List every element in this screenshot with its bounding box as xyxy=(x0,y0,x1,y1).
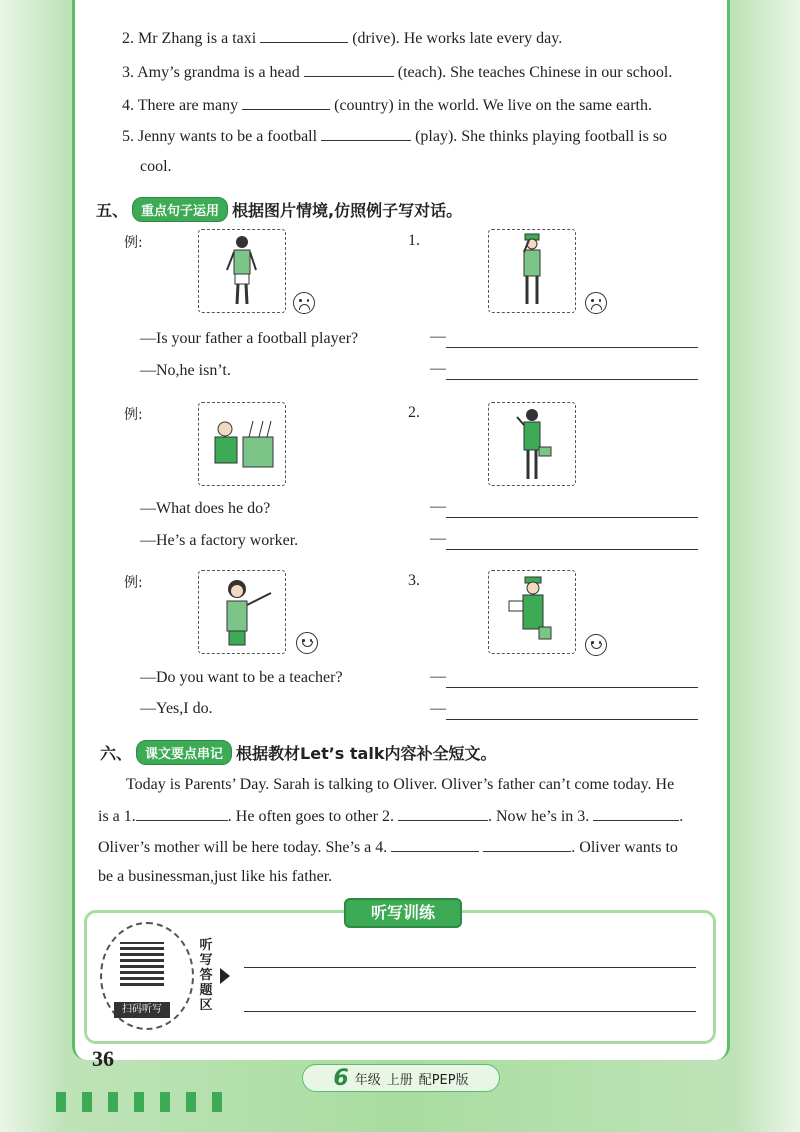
example-answer: —No,he isn’t. xyxy=(140,362,231,379)
answer-blank[interactable] xyxy=(593,806,679,821)
section-instruction: 根据图片情境,仿照例子写对话。 xyxy=(232,201,463,220)
answer-blank[interactable] xyxy=(483,837,571,852)
task-number: 3. xyxy=(408,572,420,589)
sad-face-icon xyxy=(293,292,315,314)
answer-line[interactable] xyxy=(446,548,698,550)
businessman-picture xyxy=(488,402,576,486)
passage-line-2: is a 1. . He often goes to other 2. . Now he’s in 3. . xyxy=(98,808,684,825)
section-number: 五、 xyxy=(96,201,129,220)
exercise-item-5-continued: cool. xyxy=(140,158,172,175)
happy-face-icon xyxy=(585,634,607,656)
sad-face-icon xyxy=(585,292,607,314)
football-player-picture xyxy=(198,229,286,313)
arrow-right-icon xyxy=(220,968,230,984)
grade-number: 6 xyxy=(333,1065,349,1091)
exercise-item-4: 4. There are many (country) in the world. We live on the same earth. xyxy=(122,97,652,114)
answer-blank[interactable] xyxy=(260,28,348,43)
police-officer-picture xyxy=(488,229,576,313)
qr-code-icon[interactable] xyxy=(120,942,164,986)
exercise-item-2: 2. Mr Zhang is a taxi (drive). He works late every day. xyxy=(122,30,563,47)
answer-blank[interactable] xyxy=(304,62,394,77)
section-number: 六、 xyxy=(100,744,133,763)
example-answer: —He’s a factory worker. xyxy=(140,532,299,549)
page-number: 36 xyxy=(92,1046,114,1071)
example-label: 例: xyxy=(124,235,143,251)
answer-line[interactable] xyxy=(446,378,698,380)
factory-worker-picture xyxy=(198,402,286,486)
teacher-picture xyxy=(198,570,286,654)
postman-picture xyxy=(488,570,576,654)
dictation-side-label: 听写答题区 xyxy=(199,938,213,1013)
dictation-line[interactable] xyxy=(244,966,696,968)
happy-face-icon xyxy=(296,632,318,654)
dictation-title: 听写训练 xyxy=(344,898,462,928)
section-5-header xyxy=(96,197,462,222)
exercise-item-5: 5. Jenny wants to be a football (play). She thinks playing football is so xyxy=(122,128,668,145)
edition-text: 配PEP版 xyxy=(418,1072,469,1088)
section-tag: 课文要点串记 xyxy=(136,740,232,765)
task-number: 2. xyxy=(408,404,420,421)
section-instruction: 根据教材Let’s talk内容补全短文。 xyxy=(236,744,497,763)
grade-badge xyxy=(302,1064,500,1092)
passage-line-3: Oliver’s mother will be here today. She’s a 4. . Oliver wants to xyxy=(98,839,678,856)
answer-line[interactable] xyxy=(446,516,698,518)
decorative-bars xyxy=(56,1092,256,1118)
dash-mark: — xyxy=(430,530,446,547)
section-tag: 重点句子运用 xyxy=(132,197,228,222)
answer-line[interactable] xyxy=(446,718,698,720)
dash-mark: — xyxy=(430,668,446,685)
task-number: 1. xyxy=(408,232,420,249)
example-question: —Is your father a football player? xyxy=(140,330,359,347)
answer-line[interactable] xyxy=(446,686,698,688)
example-label: 例: xyxy=(124,575,143,591)
answer-blank[interactable] xyxy=(136,806,228,821)
term-text: 上册 xyxy=(386,1072,413,1088)
answer-blank[interactable] xyxy=(242,95,330,110)
example-answer: —Yes,I do. xyxy=(140,700,213,717)
exercise-item-3: 3. Amy’s grandma is a head (teach). She teaches Chinese in our school. xyxy=(122,64,673,81)
answer-line[interactable] xyxy=(446,346,698,348)
passage-line-4: be a businessman,just like his father. xyxy=(98,868,333,885)
grade-text: 年级 xyxy=(354,1072,381,1088)
dash-mark: — xyxy=(430,360,446,377)
answer-blank[interactable] xyxy=(321,126,411,141)
section-6-header xyxy=(100,740,496,765)
dash-mark: — xyxy=(430,700,446,717)
qr-label: 扫码听写 xyxy=(114,1002,170,1018)
example-label: 例: xyxy=(124,407,143,423)
dash-mark: — xyxy=(430,328,446,345)
example-question: —Do you want to be a teacher? xyxy=(140,669,343,686)
example-question: —What does he do? xyxy=(140,500,271,517)
answer-blank[interactable] xyxy=(398,806,488,821)
dash-mark: — xyxy=(430,498,446,515)
dictation-line[interactable] xyxy=(244,1010,696,1012)
answer-blank[interactable] xyxy=(391,837,479,852)
passage-line-1: Today is Parents’ Day. Sarah is talking to Oliver. Oliver’s father can’t come today. He xyxy=(126,776,675,793)
